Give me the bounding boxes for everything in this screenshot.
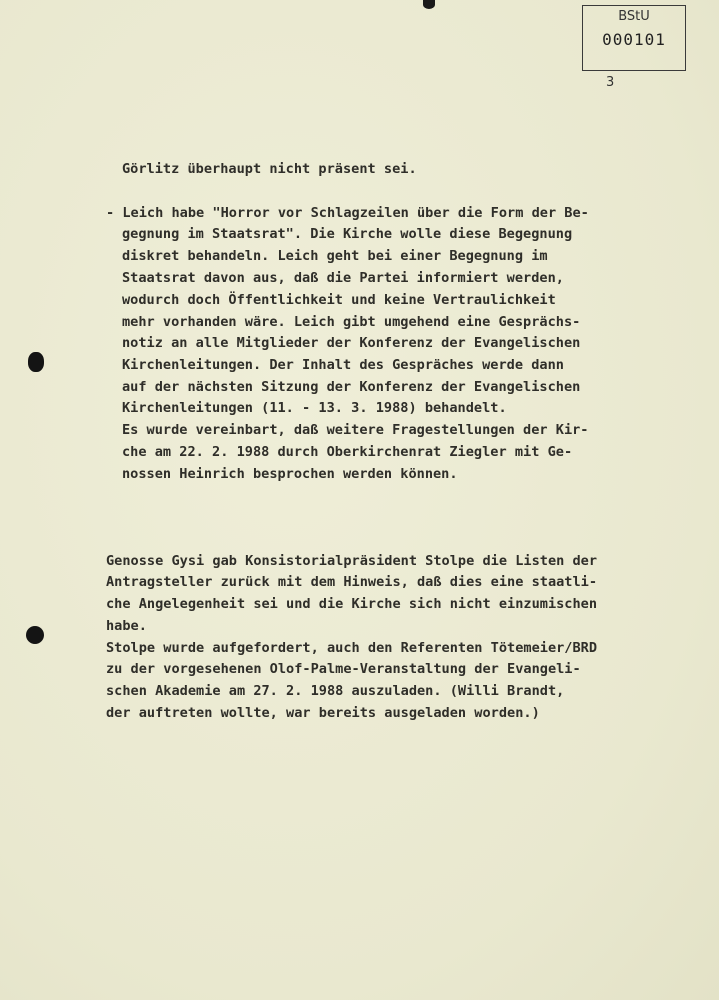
text-line: che Angelegenheit sei und die Kirche sich nicht einzumischen bbox=[106, 596, 598, 612]
text-line: Görlitz überhaupt nicht präsent sei. bbox=[122, 161, 417, 177]
text-line: zu der vorgesehenen Olof-Palme-Veranstaltung der Evangeli- bbox=[106, 661, 581, 677]
text-line: Antragsteller zurück mit dem Hinweis, daß dies eine staatli- bbox=[106, 574, 598, 590]
text-line: wodurch doch Öffentlichkeit und keine Vertraulichkeit bbox=[122, 292, 556, 308]
text-line: auf der nächsten Sitzung der Konferenz der Evangelischen bbox=[122, 379, 581, 395]
text-line: schen Akademie am 27. 2. 1988 auszuladen. (Willi Brandt, bbox=[106, 683, 565, 699]
archive-stamp bbox=[582, 5, 686, 71]
page-number: 3 bbox=[606, 75, 615, 90]
text-line: che am 22. 2. 1988 durch Oberkirchenrat Ziegler mit Ge- bbox=[122, 444, 573, 460]
text-line: - Leich habe "Horror vor Schlagzeilen über die Form der Be- bbox=[106, 205, 589, 221]
stamp-org: BStU bbox=[618, 9, 650, 24]
text-line: nossen Heinrich besprochen werden können. bbox=[122, 466, 458, 482]
text-line: diskret behandeln. Leich geht bei einer Begegnung im bbox=[122, 248, 548, 264]
text-line: Stolpe wurde aufgefordert, auch den Referenten Tötemeier/BRD bbox=[106, 640, 598, 656]
text-line: Staatsrat davon aus, daß die Partei informiert werden, bbox=[122, 270, 564, 286]
stamp-number: 000101 bbox=[602, 30, 666, 49]
text-line: gegnung im Staatsrat". Die Kirche wolle diese Begegnung bbox=[122, 226, 573, 242]
text-line: habe. bbox=[106, 618, 147, 634]
text-line: mehr vorhanden wäre. Leich gibt umgehend eine Gesprächs- bbox=[122, 314, 581, 330]
text-line: Kirchenleitungen (11. - 13. 3. 1988) behandelt. bbox=[122, 400, 507, 416]
punch-hole-bottom bbox=[26, 626, 44, 644]
text-line: Kirchenleitungen. Der Inhalt des Gespräches werde dann bbox=[122, 357, 564, 373]
ink-blot bbox=[423, 0, 435, 9]
punch-hole-top bbox=[28, 352, 44, 372]
text-line: notiz an alle Mitglieder der Konferenz der Evangelischen bbox=[122, 335, 581, 351]
text-line: Es wurde vereinbart, daß weitere Fragestellungen der Kir- bbox=[122, 422, 589, 438]
text-line: der auftreten wollte, war bereits ausgeladen worden.) bbox=[106, 705, 540, 721]
text-line: Genosse Gysi gab Konsistorialpräsident Stolpe die Listen der bbox=[106, 553, 598, 569]
